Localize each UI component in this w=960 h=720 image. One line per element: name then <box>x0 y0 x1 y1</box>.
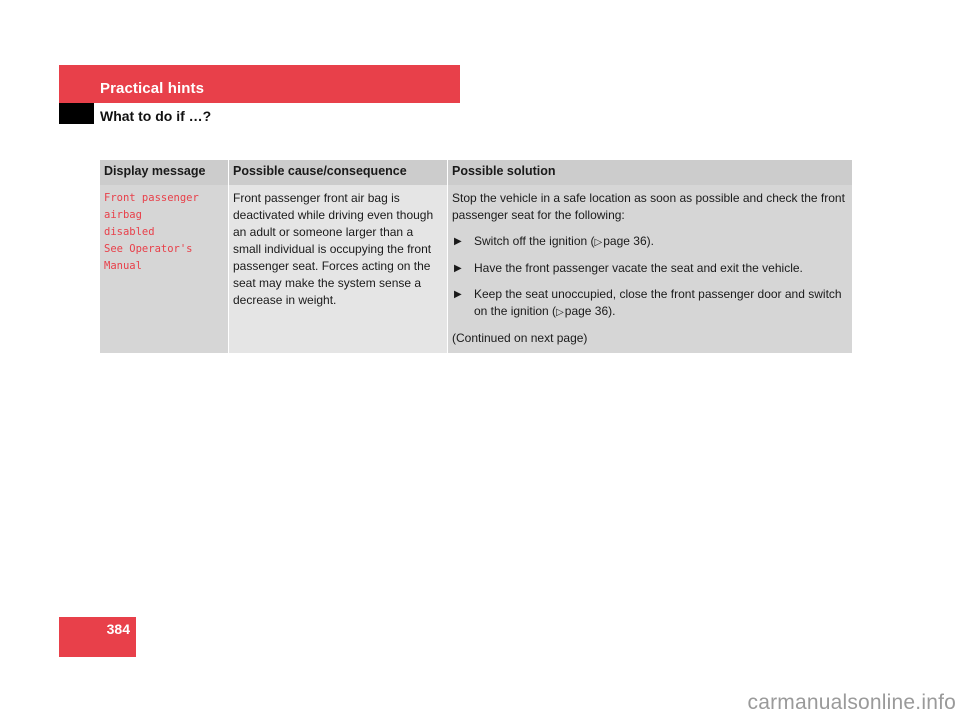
triangle-right-outline-icon: ▷ <box>594 237 603 248</box>
step-text-end: ). <box>608 304 616 318</box>
page-reference-link[interactable]: page 36 <box>564 304 609 318</box>
solution-step <box>452 260 848 277</box>
solution-step <box>452 286 848 321</box>
display-message-cell <box>100 185 229 353</box>
page-number-badge <box>59 617 136 657</box>
subsection-title: What to do if …? <box>100 108 212 124</box>
cause-text: Front passenger front air bag is deactivated while driving even though an adult or someone larger than a small individual is occupying the front passenger seat. Forces acting on the seat may make the system sense a decrease in weight. <box>233 191 434 307</box>
table-header-row <box>100 160 852 185</box>
step-text: Have the front passenger vacate the seat and exit the vehicle. <box>474 261 803 275</box>
page-reference-link[interactable]: page 36 <box>603 234 647 248</box>
step-text-end: ). <box>646 234 654 248</box>
display-message-line: airbag <box>104 209 142 221</box>
triangle-right-icon: ▶ <box>454 263 462 274</box>
display-message-line: disabled <box>104 226 155 238</box>
triangle-right-icon: ▶ <box>454 289 462 300</box>
section-title: Practical hints <box>100 80 205 97</box>
step-text: Switch off the ignition ( <box>474 234 595 248</box>
step-text: Keep the seat unoccupied, close the front passenger door and switch on the ignition ( <box>474 287 842 318</box>
column-header-cause: Possible cause/consequence <box>229 160 448 185</box>
column-header-display-message: Display message <box>100 160 229 185</box>
solution-cell <box>448 185 853 353</box>
column-header-solution: Possible solution <box>448 160 853 185</box>
display-message-table <box>100 160 852 353</box>
page-number: 384 <box>106 621 130 637</box>
table-row <box>100 185 852 353</box>
watermark: carmanualsonline.info <box>747 691 956 714</box>
subsection-marker <box>59 103 94 124</box>
solution-step <box>452 233 848 251</box>
solution-intro: Stop the vehicle in a safe location as soon as possible and check the front passenger seat for the following: <box>452 191 845 222</box>
cause-cell <box>229 185 448 353</box>
continued-note: (Continued on next page) <box>452 331 588 345</box>
section-header-bar <box>59 65 460 103</box>
display-message-line: Front passenger <box>104 192 199 204</box>
triangle-right-outline-icon: ▷ <box>556 307 564 318</box>
display-message-line: See Operator's <box>104 243 193 255</box>
display-message-line: Manual <box>104 260 142 272</box>
triangle-right-icon: ▶ <box>454 236 462 247</box>
